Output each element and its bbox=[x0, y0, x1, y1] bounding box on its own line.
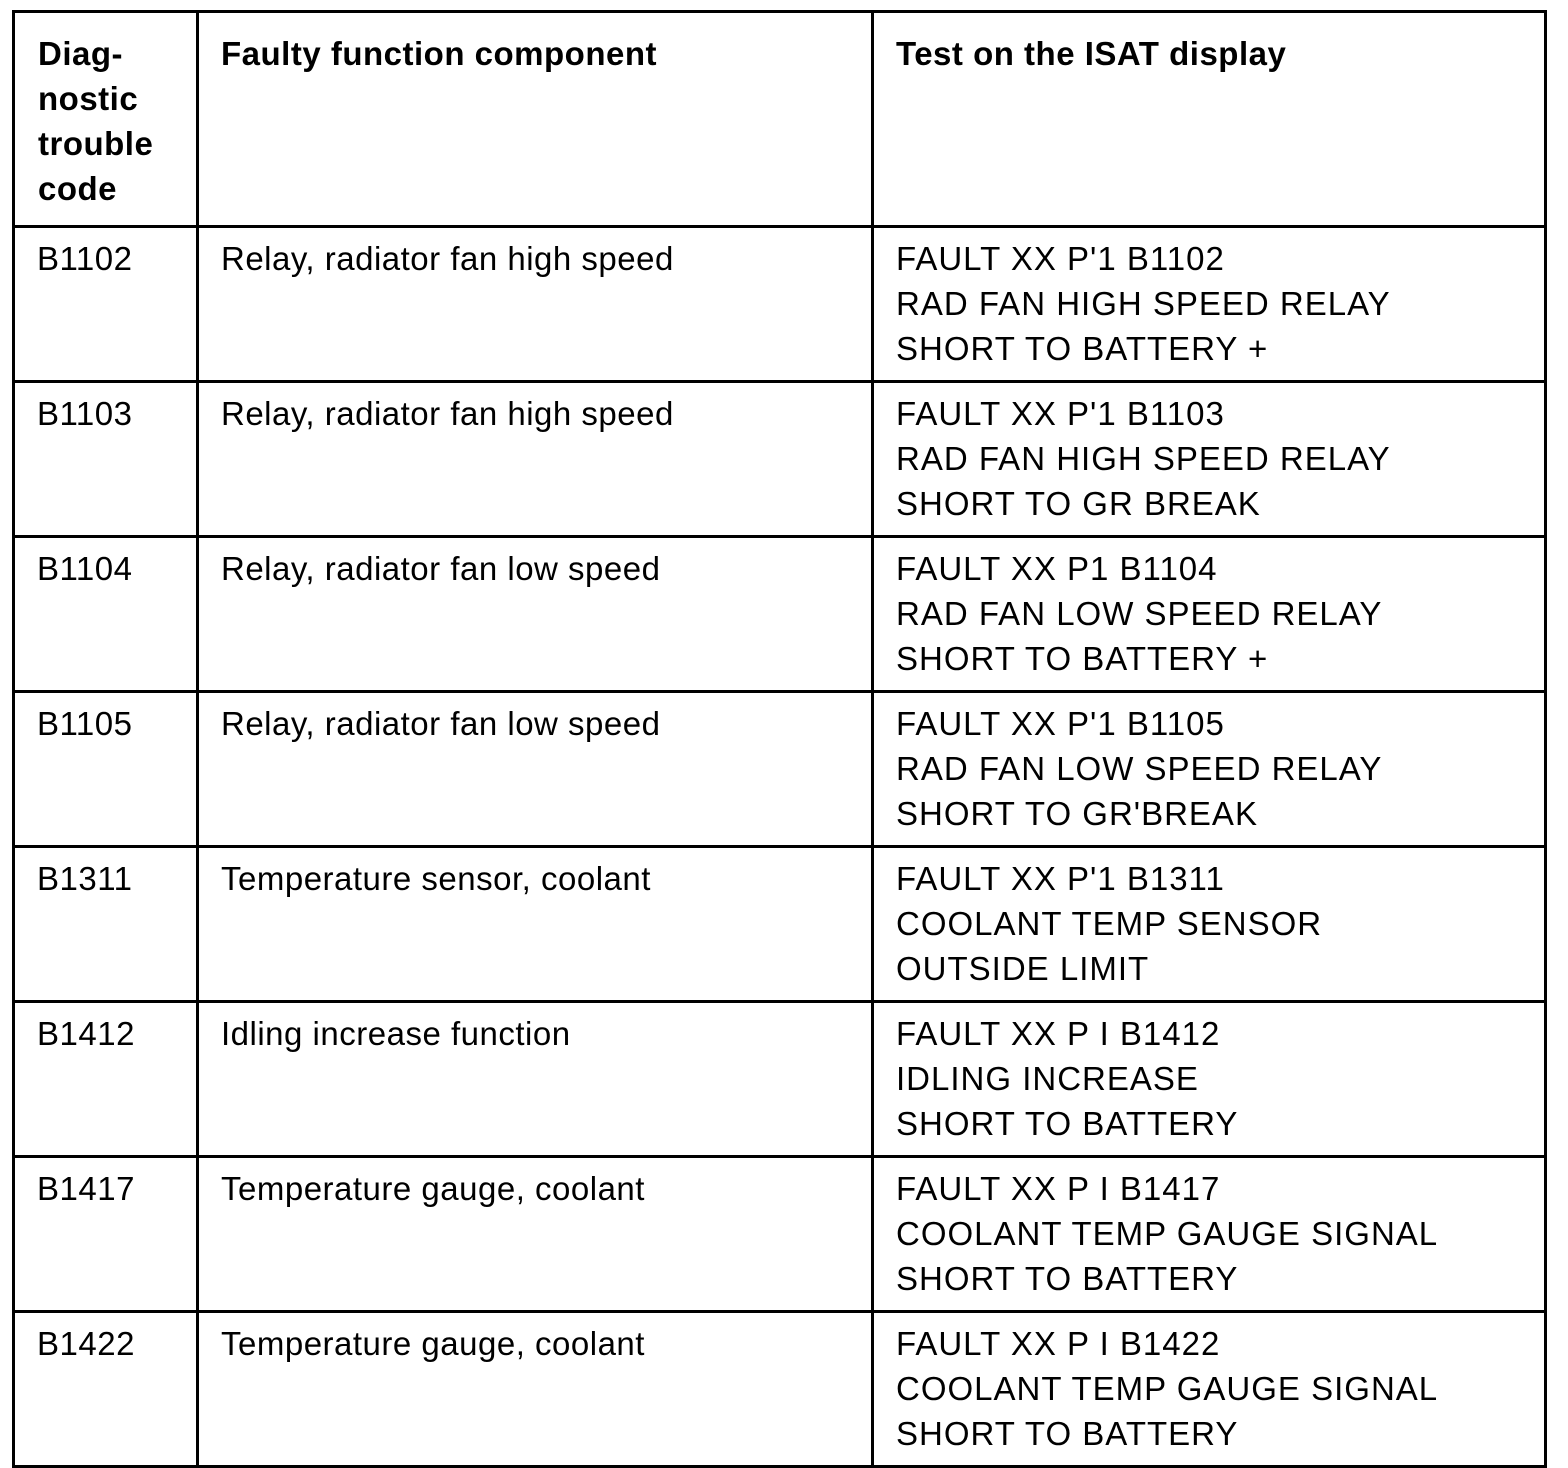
isat-test-line: FAULT XX P'1 B1103 bbox=[896, 395, 1225, 432]
isat-test-line: FAULT XX P I B1417 bbox=[896, 1170, 1221, 1207]
faulty-component: Temperature sensor, coolant bbox=[221, 860, 651, 897]
dtc-code-cell bbox=[14, 227, 198, 382]
isat-test-line: SHORT TO GR BREAK bbox=[896, 485, 1261, 522]
faulty-component: Relay, radiator fan low speed bbox=[221, 705, 661, 742]
dtc-code: B1103 bbox=[37, 395, 133, 432]
isat-test-cell bbox=[873, 1157, 1546, 1312]
isat-test-line: OUTSIDE LIMIT bbox=[896, 950, 1150, 987]
table-row bbox=[14, 537, 1546, 692]
faulty-component-cell bbox=[198, 847, 873, 1002]
isat-test-cell bbox=[873, 692, 1546, 847]
faulty-component-cell bbox=[198, 1312, 873, 1467]
faulty-component: Relay, radiator fan high speed bbox=[221, 240, 674, 277]
header-dtc bbox=[14, 12, 198, 227]
table-row bbox=[14, 1157, 1546, 1312]
dtc-code: B1102 bbox=[37, 240, 133, 277]
header-faulty-component-label: Faulty function component bbox=[221, 35, 657, 72]
isat-test-line: COOLANT TEMP SENSOR bbox=[896, 905, 1323, 942]
table-row bbox=[14, 692, 1546, 847]
header-isat-test-label: Test on the ISAT display bbox=[896, 35, 1287, 72]
isat-test-line: SHORT TO BATTERY + bbox=[896, 330, 1269, 367]
isat-test-cell bbox=[873, 537, 1546, 692]
dtc-code-cell bbox=[14, 382, 198, 537]
header-dtc-line: trouble bbox=[38, 125, 154, 162]
isat-test-line: RAD FAN HIGH SPEED RELAY bbox=[896, 285, 1391, 322]
table-row bbox=[14, 1002, 1546, 1157]
dtc-code-cell bbox=[14, 692, 198, 847]
dtc-code: B1104 bbox=[37, 550, 133, 587]
header-row bbox=[14, 12, 1546, 227]
header-faulty-component bbox=[198, 12, 873, 227]
table-row bbox=[14, 847, 1546, 1002]
dtc-code: B1105 bbox=[37, 705, 133, 742]
dtc-code: B1311 bbox=[37, 860, 133, 897]
isat-test-line: FAULT XX P'1 B1105 bbox=[896, 705, 1225, 742]
isat-test-line: COOLANT TEMP GAUGE SIGNAL bbox=[896, 1215, 1439, 1252]
isat-test-line: SHORT TO BATTERY + bbox=[896, 640, 1269, 677]
faulty-component-cell bbox=[198, 382, 873, 537]
diagnostic-trouble-code-table bbox=[12, 10, 1547, 1468]
isat-test-line: RAD FAN LOW SPEED RELAY bbox=[896, 595, 1383, 632]
faulty-component-cell bbox=[198, 692, 873, 847]
table-row bbox=[14, 382, 1546, 537]
dtc-code-cell bbox=[14, 537, 198, 692]
isat-test-line: FAULT XX P I B1422 bbox=[896, 1325, 1221, 1362]
isat-test-cell bbox=[873, 1312, 1546, 1467]
dtc-code-cell bbox=[14, 1312, 198, 1467]
header-isat-test bbox=[873, 12, 1546, 227]
faulty-component: Temperature gauge, coolant bbox=[221, 1325, 645, 1362]
isat-test-line: FAULT XX P'1 B1311 bbox=[896, 860, 1225, 897]
isat-test-line: SHORT TO BATTERY bbox=[896, 1105, 1239, 1142]
faulty-component-cell bbox=[198, 1002, 873, 1157]
header-dtc-line: nostic bbox=[38, 80, 139, 117]
isat-test-line: SHORT TO BATTERY bbox=[896, 1260, 1239, 1297]
isat-test-line: RAD FAN HIGH SPEED RELAY bbox=[896, 440, 1391, 477]
faulty-component: Relay, radiator fan low speed bbox=[221, 550, 661, 587]
table-body bbox=[14, 227, 1546, 1467]
header-dtc-line: code bbox=[38, 170, 118, 207]
isat-test-cell bbox=[873, 1002, 1546, 1157]
table-row bbox=[14, 227, 1546, 382]
dtc-code: B1422 bbox=[37, 1325, 135, 1362]
dtc-code-cell bbox=[14, 847, 198, 1002]
isat-test-line: SHORT TO GR'BREAK bbox=[896, 795, 1258, 832]
dtc-code: B1412 bbox=[37, 1015, 135, 1052]
faulty-component-cell bbox=[198, 1157, 873, 1312]
isat-test-line: SHORT TO BATTERY bbox=[896, 1415, 1239, 1452]
table-header bbox=[14, 12, 1546, 227]
isat-test-cell bbox=[873, 227, 1546, 382]
header-dtc-line: Diag- bbox=[38, 35, 123, 72]
faulty-component: Idling increase function bbox=[221, 1015, 571, 1052]
faulty-component-cell bbox=[198, 537, 873, 692]
isat-test-line: FAULT XX P'1 B1102 bbox=[896, 240, 1225, 277]
dtc-code: B1417 bbox=[37, 1170, 135, 1207]
faulty-component: Temperature gauge, coolant bbox=[221, 1170, 645, 1207]
faulty-component: Relay, radiator fan high speed bbox=[221, 395, 674, 432]
isat-test-line: RAD FAN LOW SPEED RELAY bbox=[896, 750, 1383, 787]
faulty-component-cell bbox=[198, 227, 873, 382]
dtc-code-cell bbox=[14, 1002, 198, 1157]
dtc-code-cell bbox=[14, 1157, 198, 1312]
table-row bbox=[14, 1312, 1546, 1467]
isat-test-line: IDLING INCREASE bbox=[896, 1060, 1199, 1097]
isat-test-line: COOLANT TEMP GAUGE SIGNAL bbox=[896, 1370, 1439, 1407]
isat-test-line: FAULT XX P1 B1104 bbox=[896, 550, 1218, 587]
isat-test-cell bbox=[873, 847, 1546, 1002]
isat-test-cell bbox=[873, 382, 1546, 537]
isat-test-line: FAULT XX P I B1412 bbox=[896, 1015, 1221, 1052]
